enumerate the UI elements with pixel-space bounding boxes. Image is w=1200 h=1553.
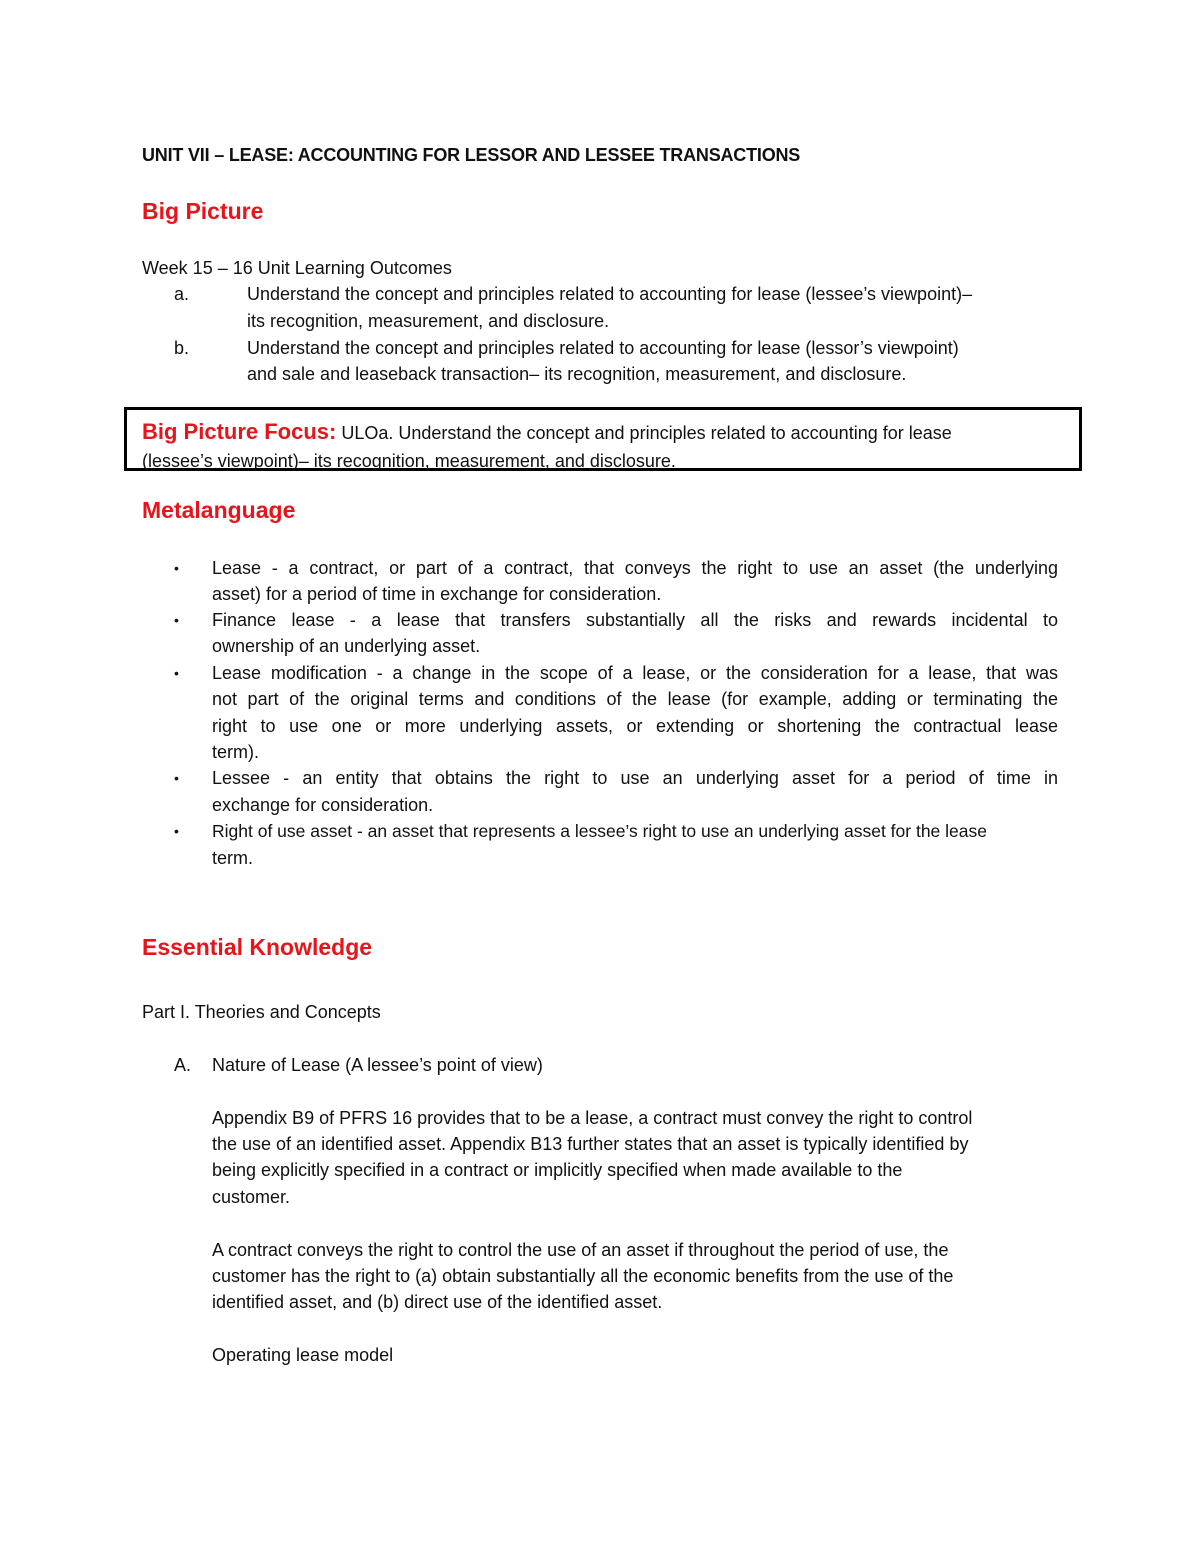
outcome-a-line-1: Understand the concept and principles related to accounting for lease (lessee’s viewpoint)– <box>247 284 973 304</box>
term-right-of-use-line-1: Right of use asset - an asset that represents a lessee’s right to use an underlying asset for the lease <box>212 821 987 841</box>
outcome-b-line-1: Understand the concept and principles related to accounting for lease (lessor’s viewpoint) <box>247 338 959 358</box>
unit-title: UNIT VII – LEASE: ACCOUNTING FOR LESSOR AND LESSEE TRANSACTIONS <box>142 145 801 165</box>
term-lessee-line-1: Lessee - an entity that obtains the right to use an underlying asset for a period of time in <box>212 768 1058 788</box>
paragraph-2-line-3: identified asset, and (b) direct use of the identified asset. <box>212 1292 663 1312</box>
outcome-marker-a: a. <box>174 284 190 304</box>
bullet-icon: • <box>174 823 179 839</box>
focus-line-2: (lessee’s viewpoint)– its recognition, measurement, and disclosure. <box>142 451 676 471</box>
paragraph-1-line-3: being explicitly specified in a contract or implicitly specified when made available to the <box>212 1160 903 1180</box>
outcome-b-line-2: and sale and leaseback transaction– its recognition, measurement, and disclosure. <box>247 364 907 384</box>
term-finance-lease-line-2: ownership of an underlying asset. <box>212 636 481 656</box>
paragraph-1-line-1: Appendix B9 of PFRS 16 provides that to be a lease, a contract must convey the right to control <box>212 1108 973 1128</box>
term-lease-modification-line-4: term). <box>212 742 259 762</box>
bullet-icon: • <box>174 612 179 628</box>
paragraph-1-line-2: the use of an identified asset. Appendix B13 further states that an asset is typically identified by <box>212 1134 969 1154</box>
term-lease-modification-line-3: right to use one or more underlying assets, or extending or shortening the contractual lease <box>212 716 1058 736</box>
essential-knowledge-heading: Essential Knowledge <box>142 934 373 960</box>
term-lessee-line-2: exchange for consideration. <box>212 795 434 815</box>
focus-line-1-wrap <box>142 419 952 445</box>
operating-lease-subheading: Operating lease model <box>212 1345 394 1365</box>
big-picture-heading: Big Picture <box>142 198 264 224</box>
bullet-icon: • <box>174 665 179 681</box>
bullet-icon: • <box>174 560 179 576</box>
section-title: Nature of Lease (A lessee’s point of view) <box>212 1055 543 1075</box>
outcome-marker-b: b. <box>174 338 190 358</box>
term-finance-lease-line-1: Finance lease - a lease that transfers substantially all the risks and rewards incidental to <box>212 610 1058 630</box>
focus-line-1: ULOa. Understand the concept and principles related to accounting for lease <box>341 423 952 443</box>
term-lease-line-2: asset) for a period of time in exchange for consideration. <box>212 584 662 604</box>
outcome-a-line-2: its recognition, measurement, and disclosure. <box>247 311 610 331</box>
term-right-of-use-line-2: term. <box>212 848 254 868</box>
section-marker: A. <box>174 1055 192 1075</box>
paragraph-2-line-1: A contract conveys the right to control the use of an asset if throughout the period of use, the <box>212 1240 949 1260</box>
term-lease-line-1: Lease - a contract, or part of a contract, that conveys the right to use an asset (the underlying <box>212 558 1058 578</box>
bullet-icon: • <box>174 770 179 786</box>
term-lease-modification-line-2: not part of the original terms and conditions of the lease (for example, adding or terminating the <box>212 689 1058 709</box>
part-heading: Part I. Theories and Concepts <box>142 1002 381 1022</box>
outcomes-intro: Week 15 – 16 Unit Learning Outcomes <box>142 258 452 278</box>
paragraph-2-line-2: customer has the right to (a) obtain substantially all the economic benefits from the use of the <box>212 1266 954 1286</box>
term-lease-modification-line-1: Lease modification - a change in the scope of a lease, or the consideration for a lease, that was <box>212 663 1058 683</box>
paragraph-1-line-4: customer. <box>212 1187 291 1207</box>
metalanguage-heading: Metalanguage <box>142 497 296 523</box>
focus-label: Big Picture Focus: <box>142 419 337 444</box>
